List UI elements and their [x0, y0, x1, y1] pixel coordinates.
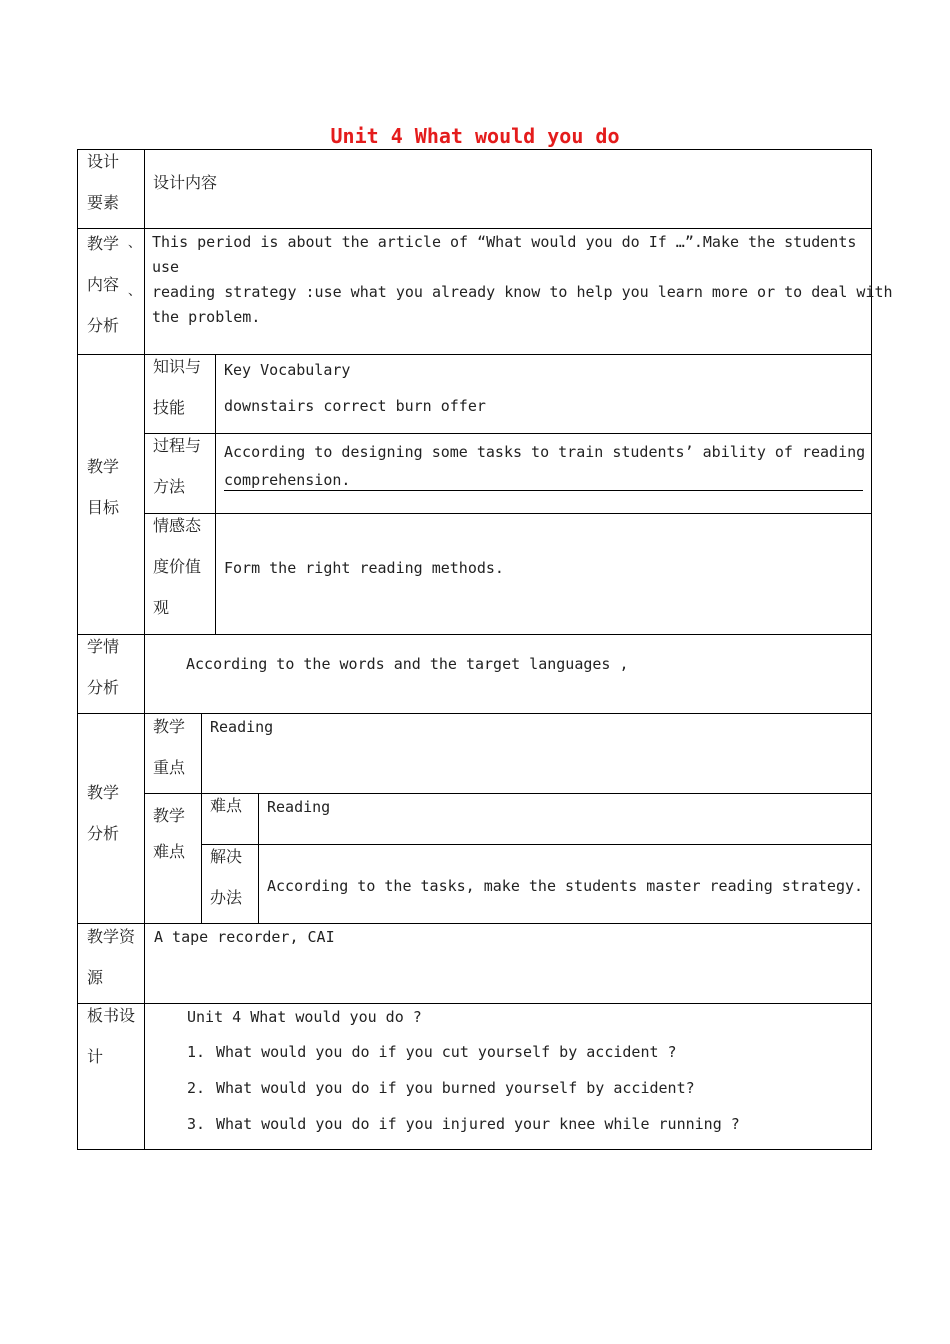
- key-point-label-1: 教学: [153, 717, 186, 736]
- subrow-divider: [144, 433, 871, 434]
- teaching-analysis-label-1: 教学: [87, 783, 120, 802]
- solution-label-2: 办法: [210, 888, 243, 907]
- difficult-point-label: 难点: [210, 796, 243, 815]
- board-item-text: What would you do if you injured your knee while running ?: [216, 1115, 740, 1133]
- table-border-bottom: [77, 1149, 872, 1150]
- board-item-number: 2.: [187, 1079, 206, 1097]
- content-analysis-label-1: 教学: [87, 234, 120, 253]
- row-divider: [77, 713, 872, 714]
- learner-label-1: 学情: [87, 637, 120, 656]
- subrow-divider: [144, 793, 871, 794]
- label-column-divider: [144, 149, 145, 1150]
- difficult-point-text: Reading: [267, 798, 331, 816]
- board-item-text: What would you do if you burned yourself by accident?: [216, 1079, 695, 1097]
- emotion-label-3: 观: [153, 598, 170, 617]
- process-label-2: 方法: [153, 477, 186, 496]
- teaching-analysis-label-2: 分析: [87, 824, 120, 843]
- emotion-label-2: 度价值: [153, 557, 202, 576]
- process-line-2: comprehension.: [224, 471, 351, 489]
- row-divider: [77, 228, 872, 229]
- emotion-text: Form the right reading methods.: [224, 559, 504, 577]
- subcolumn-divider: [201, 713, 202, 923]
- learner-text: According to the words and the target languages ,: [186, 655, 629, 673]
- board-label-1: 板书设: [87, 1006, 136, 1025]
- row-divider: [77, 354, 872, 355]
- emotion-label-1: 情感态: [153, 516, 202, 535]
- content-analysis-line-2: use: [152, 258, 180, 276]
- design-label-2: 要素: [87, 193, 120, 212]
- row-divider: [77, 923, 872, 924]
- difficulty-label-2: 难点: [153, 842, 186, 861]
- content-analysis-label-2: 内容: [87, 275, 120, 294]
- knowledge-label-1: 知识与: [153, 357, 202, 376]
- enumeration-comma: 、: [128, 236, 142, 251]
- subcolumn-divider: [258, 793, 259, 923]
- learner-label-2: 分析: [87, 678, 120, 697]
- subrow-divider: [201, 844, 871, 845]
- design-label-1: 设计: [87, 152, 120, 171]
- text-underline: [224, 490, 863, 491]
- design-content-header: 设计内容: [153, 173, 218, 192]
- content-analysis-line-3: reading strategy :use what you already know to help you learn more or to deal with: [152, 283, 893, 301]
- solution-text: According to the tasks, make the students master reading strategy.: [267, 877, 864, 895]
- difficulty-label-1: 教学: [153, 806, 186, 825]
- resources-label-2: 源: [87, 968, 104, 987]
- process-label-1: 过程与: [153, 436, 202, 455]
- row-divider: [77, 1003, 872, 1004]
- key-point-text: Reading: [210, 718, 274, 736]
- knowledge-line-2: downstairs correct burn offer: [224, 397, 486, 415]
- objectives-label-2: 目标: [87, 498, 120, 517]
- table-border-left: [77, 149, 78, 1150]
- content-analysis-line-4: the problem.: [152, 308, 261, 326]
- key-point-label-2: 重点: [153, 758, 186, 777]
- solution-label-1: 解决: [210, 847, 243, 866]
- row-divider: [77, 634, 872, 635]
- resources-label-1: 教学资: [87, 927, 136, 946]
- table-border-top: [77, 149, 872, 150]
- objectives-label-1: 教学: [87, 457, 120, 476]
- content-analysis-label-3: 分析: [87, 316, 120, 335]
- board-label-2: 计: [87, 1047, 104, 1066]
- subcolumn-divider: [215, 354, 216, 634]
- page-title: Unit 4 What would you do: [330, 124, 620, 148]
- board-item-number: 3.: [187, 1115, 206, 1133]
- process-line-1: According to designing some tasks to train students’ ability of reading: [224, 443, 866, 461]
- resources-text: A tape recorder, CAI: [154, 928, 335, 946]
- content-analysis-line-1: This period is about the article of “What would you do If …”.Make the students: [152, 233, 857, 251]
- enumeration-comma: 、: [128, 284, 142, 299]
- knowledge-label-2: 技能: [153, 398, 186, 417]
- board-item-text: What would you do if you cut yourself by accident ?: [216, 1043, 677, 1061]
- board-item-number: 1.: [187, 1043, 206, 1061]
- knowledge-line-1: Key Vocabulary: [224, 361, 351, 379]
- subrow-divider: [144, 513, 871, 514]
- board-heading: Unit 4 What would you do ?: [187, 1008, 422, 1026]
